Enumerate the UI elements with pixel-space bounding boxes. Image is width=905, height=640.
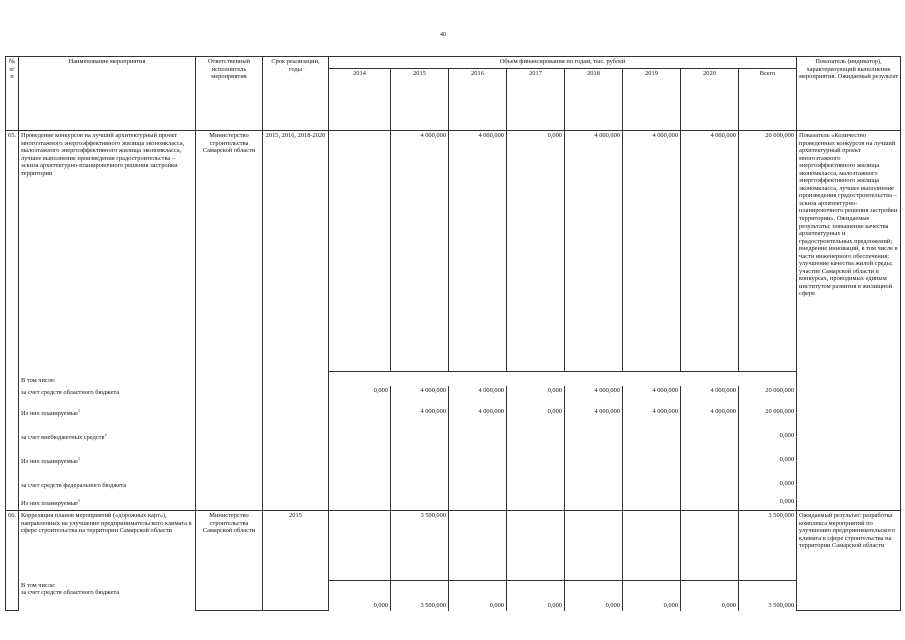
value-cell: 4 000,000	[681, 131, 739, 372]
value-cell: 3 500,000	[391, 581, 449, 611]
value-cell	[565, 455, 623, 479]
value-cell: 4 000,000	[449, 131, 507, 372]
value-cell	[565, 497, 623, 511]
value-cell: 4 000,000	[391, 131, 449, 372]
total-cell: 0,000	[739, 455, 797, 479]
term: 2015, 2016, 2018-2020	[263, 131, 329, 511]
value-cell	[449, 511, 507, 581]
value-cell	[449, 431, 507, 455]
col-volume-header: Объем финансирования по годам, тыс. рублей	[329, 57, 797, 69]
value-cell: 4 000,000	[623, 407, 681, 431]
value-cell	[681, 479, 739, 497]
program-table	[5, 56, 901, 611]
value-cell	[623, 497, 681, 511]
table-row	[6, 372, 901, 386]
table-row	[6, 497, 901, 511]
value-cell	[623, 511, 681, 581]
sub-label	[19, 581, 196, 611]
value-cell	[623, 455, 681, 479]
indicator-text: Показатель «Количество проведенных конкурсов на лучший архитектурный проект многоэтажного энергоэффективного жилища экономкласса, малоэтажного энергоэффективного жилища экономкласса, лучшее выполнение произведения градостроительства – эскиза архитектурно-планировочного решения застройки территории». Ожидаемые результаты: повышение качества архитектурных и градостроительных предложений; внедрение инноваций, в том числе в части инженерного обеспечения; улучшение качества жилой среды; участие Самарской области в конкурсах, проводимых единым институтом развития в жилищной сфере	[797, 131, 901, 511]
value-cell	[681, 431, 739, 455]
value-cell	[507, 511, 565, 581]
value-cell	[391, 455, 449, 479]
year-header: 2018	[565, 69, 623, 131]
value-cell	[329, 497, 391, 511]
value-cell: 0,000	[507, 386, 565, 407]
year-header: 2015	[391, 69, 449, 131]
total-cell: 0,000	[739, 479, 797, 497]
executor: Министерство строительства Самарской области	[196, 131, 263, 511]
value-cell	[507, 431, 565, 455]
value-cell: 0,000	[565, 581, 623, 611]
total-cell: 20 000,000	[739, 386, 797, 407]
value-cell: 4 000,000	[623, 386, 681, 407]
value-cell: 4 000,000	[449, 386, 507, 407]
table-row	[6, 511, 901, 581]
value-cell	[391, 479, 449, 497]
sub-label: Из них планируемые$^1$	[19, 455, 196, 479]
year-header: 2014	[329, 69, 391, 131]
value-cell: 4 000,000	[565, 407, 623, 431]
row-number: 66.	[6, 511, 19, 611]
value-cell	[681, 497, 739, 511]
value-cell	[449, 497, 507, 511]
value-cell: 4 000,000	[449, 407, 507, 431]
page-number: 40	[440, 32, 446, 38]
col-executor-header: Ответственный исполнитель мероприятия	[196, 57, 263, 131]
value-cell	[329, 131, 391, 372]
total-cell: 0,000	[739, 431, 797, 455]
value-cell: 0,000	[507, 131, 565, 372]
value-cell: 3 500,000	[391, 511, 449, 581]
table-row	[6, 386, 901, 407]
value-cell	[329, 455, 391, 479]
table-row	[6, 479, 901, 497]
sub-label: за счет средств областного бюджета	[19, 386, 196, 407]
value-cell	[681, 455, 739, 479]
sub-label: за счет внебюджетных средств$^2$	[19, 431, 196, 455]
row-number: 65.	[6, 131, 19, 511]
col-num-header: № п/п	[6, 57, 19, 131]
executor: Министерство строительства Самарской области	[196, 511, 263, 611]
value-cell: 0,000	[329, 581, 391, 611]
total-header: Всего	[739, 69, 797, 131]
incl-label: В том числе:	[19, 372, 196, 386]
value-cell	[507, 455, 565, 479]
value-cell	[623, 479, 681, 497]
sub-label: Из них планируемые$^1$	[19, 407, 196, 431]
value-cell	[565, 479, 623, 497]
table-row	[6, 431, 901, 455]
value-cell	[391, 431, 449, 455]
value-cell: 0,000	[623, 581, 681, 611]
value-cell	[565, 431, 623, 455]
value-cell: 0,000	[449, 581, 507, 611]
indicator-text: Ожидаемый результат: разработка комплекса мероприятий по улучшению предпринимательского климата в сфере строительства на территории Самарской области	[797, 511, 901, 611]
col-name-header: Наименование мероприятия	[19, 57, 196, 131]
total-cell: 20 000,000	[739, 407, 797, 431]
value-cell: 0,000	[329, 386, 391, 407]
value-cell: 0,000	[681, 581, 739, 611]
value-cell: 4 000,000	[391, 407, 449, 431]
value-cell	[449, 455, 507, 479]
value-cell	[329, 431, 391, 455]
table-row	[6, 581, 901, 611]
sub-label-text: за счет средств областного бюджета	[21, 589, 120, 597]
sub-label: Из них планируемые$^1$	[19, 497, 196, 511]
value-cell: 4 000,000	[565, 386, 623, 407]
value-cell	[623, 431, 681, 455]
value-cell	[565, 511, 623, 581]
value-cell	[681, 511, 739, 581]
value-cell: 4 000,000	[565, 131, 623, 372]
value-cell: 0,000	[507, 581, 565, 611]
col-term-header: Срок реализации, годы	[263, 57, 329, 131]
table-row	[6, 131, 901, 372]
blank-cell	[329, 372, 797, 386]
value-cell: 4 000,000	[391, 386, 449, 407]
value-cell	[329, 511, 391, 581]
col-indicator-header: Показатель (индикатор), характеризующий выполнение мероприятия. Ожидаемый результат	[797, 57, 901, 131]
year-header: 2020	[681, 69, 739, 131]
term: 2015	[263, 511, 329, 611]
total-cell: 0,000	[739, 497, 797, 511]
value-cell	[391, 497, 449, 511]
year-header: 2019	[623, 69, 681, 131]
value-cell	[449, 479, 507, 497]
table-row	[6, 407, 901, 431]
year-header: 2017	[507, 69, 565, 131]
value-cell	[329, 479, 391, 497]
value-cell: 4 000,000	[681, 386, 739, 407]
table-row	[6, 455, 901, 479]
event-name: Корреляция планов мероприятий («дорожных карт»), направленных на улучшение предпринимательского климата в сфере строительства на территории Самарской области	[19, 511, 196, 581]
year-header: 2016	[449, 69, 507, 131]
sub-label: за счет средств федерального бюджета	[19, 479, 196, 497]
event-name: Проведение конкурсов на лучший архитектурный проект многоэтажного энергоэффективного жилища экономкласса, малоэтажного энергоэффективного жилища экономкласса, лучшее выполнение произведения градостроительства – эскиза архитектурно-планировочного решения застройки территории	[19, 131, 196, 372]
value-cell: 0,000	[507, 407, 565, 431]
value-cell	[329, 407, 391, 431]
incl-label: В том числе:	[21, 581, 56, 589]
value-cell: 4 000,000	[681, 407, 739, 431]
value-cell: 4 000,000	[623, 131, 681, 372]
total-cell: 3 500,000	[739, 511, 797, 581]
value-cell	[507, 479, 565, 497]
value-cell	[507, 497, 565, 511]
total-cell: 3 500,000	[739, 581, 797, 611]
total-cell: 20 000,000	[739, 131, 797, 372]
